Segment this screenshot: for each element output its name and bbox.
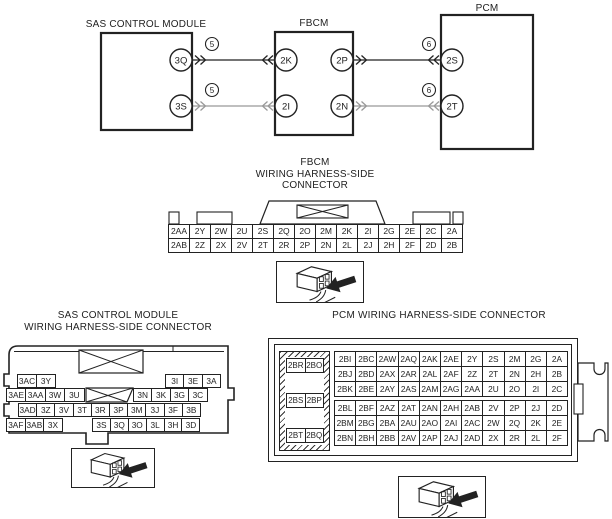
pin-cell-3w: 3W	[45, 388, 65, 402]
connector-plug-icon	[72, 449, 154, 487]
pin-cell-2f: 2F	[546, 430, 568, 446]
pin-cell-3l: 3L	[146, 418, 165, 432]
pin-cell-2o: 2O	[504, 381, 526, 397]
pin-2p-label: 2P	[336, 55, 348, 67]
pin-cell-2z: 2Z	[189, 238, 211, 253]
pin-cell-2s: 2S	[252, 224, 274, 239]
pin-cell-3m: 3M	[127, 403, 146, 417]
pin-cell-2m: 2M	[504, 351, 526, 367]
pin-cell-2bl: 2BL	[334, 400, 356, 416]
sas-connector-view-box	[71, 448, 155, 488]
pin-cell-2y: 2Y	[189, 224, 211, 239]
pin-cell-2bh: 2BH	[355, 430, 377, 446]
pin-cell-2ae: 2AE	[440, 351, 462, 367]
pin-cell-3t: 3T	[73, 403, 92, 417]
pin-2i-label: 2I	[282, 101, 290, 113]
pin-cell-2bo: 2BO	[305, 358, 325, 373]
pin-cell-3g: 3G	[170, 388, 189, 402]
pin-cell-2x: 2X	[210, 238, 232, 253]
pcm-side-row-1	[286, 358, 324, 373]
pin-cell-2a: 2A	[441, 224, 463, 239]
pin-cell-2bs: 2BS	[286, 393, 306, 408]
pin-cell-2bc: 2BC	[355, 351, 377, 367]
pin-2t-label: 2T	[446, 101, 458, 113]
pin-cell-3e: 3E	[183, 374, 202, 388]
sas-module-label: SAS CONTROL MODULE	[85, 19, 207, 30]
pin-cell-3ad: 3AD	[19, 405, 36, 415]
pin-cell-2p: 2P	[504, 400, 526, 416]
pcm-bracket-tab	[574, 384, 583, 414]
pin-cell-2o: 2O	[294, 224, 316, 239]
pin-cell-3i: 3I	[165, 374, 184, 388]
sas-connector-body	[2, 340, 238, 446]
pin-cell-3aa: 3AA	[25, 388, 45, 402]
pin-cell-2bk: 2BK	[334, 381, 356, 397]
pcm-side-panel	[279, 351, 330, 451]
pin-cell-3u: 3U	[64, 388, 84, 402]
pin-cell-2f: 2F	[399, 238, 421, 253]
pin-cell-2ay: 2AY	[376, 381, 398, 397]
sas-row2-left	[6, 388, 85, 402]
pin-cell-2aa: 2AA	[461, 381, 483, 397]
pin-cell-2bi: 2BI	[334, 351, 356, 367]
pin-cell-2ai: 2AI	[440, 415, 462, 431]
pin-cell-2az: 2AZ	[376, 400, 398, 416]
pin-2s-label: 2S	[446, 55, 458, 67]
pin-cell-3ab: 3AB	[26, 420, 43, 430]
pin-cell-2bb: 2BB	[376, 430, 398, 446]
fbcm-connector-housing	[160, 196, 472, 225]
pin-cell-2at: 2AT	[398, 400, 420, 416]
pcm-pin-grid	[334, 351, 568, 446]
pin-cell-2g: 2G	[525, 351, 547, 367]
pin-cell-2ao: 2AO	[419, 415, 441, 431]
pin-cell-2ap: 2AP	[419, 430, 441, 446]
pin-cell-2h: 2H	[378, 238, 400, 253]
fbcm-housing-tab-right	[413, 212, 450, 224]
pcm-mount-bracket	[565, 355, 612, 450]
pin-cell-2as: 2AS	[398, 381, 420, 397]
pin-cell-2ac: 2AC	[461, 415, 483, 431]
fbcm-pin-row-2	[168, 238, 463, 253]
pcm-grid-row-1	[334, 351, 568, 367]
wire-number-2: 5	[209, 86, 215, 95]
pin-cell-2e: 2E	[546, 415, 568, 431]
pcm-connector-view-box	[398, 476, 486, 518]
sas-connector-title-line2: WIRING HARNESS-SIDE CONNECTOR	[24, 321, 212, 333]
fbcm-connector-title-line1: FBCM	[300, 157, 330, 168]
sas-connector-title-line1: SAS CONTROL MODULE	[57, 310, 179, 321]
pin-cell-2x: 2X	[482, 430, 504, 446]
pin-cell-3d: 3D	[181, 418, 200, 432]
pin-cell-2ax: 2AX	[376, 366, 398, 382]
fbcm-connector-title-line2: WIRING HARNESS-SIDE	[255, 168, 375, 180]
pin-cell-3z: 3Z	[36, 403, 55, 417]
fbcm-housing-tab-left	[197, 212, 232, 224]
pin-cell-2ah: 2AH	[440, 400, 462, 416]
pin-3s-label: 3S	[175, 101, 187, 113]
fbcm-module-box	[275, 32, 353, 135]
sas-row4-left	[6, 418, 63, 432]
sas-connector-title	[10, 310, 226, 333]
pin-cell-2bt: 2BT	[286, 428, 306, 443]
pin-cell-3j: 3J	[145, 403, 164, 417]
connector-plug-icon	[399, 477, 485, 517]
fbcm-pin-row-1	[168, 224, 463, 239]
pin-cell-2ag: 2AG	[440, 381, 462, 397]
pin-cell-2b: 2B	[441, 238, 463, 253]
pin-cell-3x: 3X	[43, 418, 63, 432]
pin-cell-2n: 2N	[504, 366, 526, 382]
pin-cell-2w: 2W	[210, 224, 232, 239]
pin-cell-2an: 2AN	[419, 400, 441, 416]
pin-cell-2k: 2K	[336, 224, 358, 239]
pin-cell-2i: 2I	[357, 224, 379, 239]
sas-row1-left	[17, 374, 56, 388]
pin-2n-label: 2N	[335, 101, 349, 113]
connector-plug-icon	[277, 262, 363, 302]
pcm-grid-row-6	[334, 430, 568, 446]
pin-cell-2c: 2C	[420, 224, 442, 239]
pin-cell-2m: 2M	[315, 224, 337, 239]
pin-cell-3a: 3A	[202, 374, 221, 388]
pin-cell-2q: 2Q	[273, 224, 295, 239]
pin-cell-2j: 2J	[525, 400, 547, 416]
pin-cell-2bn: 2BN	[334, 430, 356, 446]
pin-cell-2v: 2V	[231, 238, 253, 253]
pcm-grid-row-3	[334, 381, 568, 397]
pin-cell-3f: 3F	[164, 403, 183, 417]
pin-cell-2bm: 2BM	[334, 415, 356, 431]
pin-cell-2u: 2U	[482, 381, 504, 397]
pin-cell-2am: 2AM	[419, 381, 441, 397]
pin-cell-2j: 2J	[357, 238, 379, 253]
wire-number-1: 5	[209, 40, 215, 49]
fbcm-housing-tab-far-left	[169, 212, 179, 224]
pin-cell-3af: 3AF	[6, 418, 26, 432]
pin-cell-2e: 2E	[399, 224, 421, 239]
sas-row4-right	[92, 418, 200, 432]
pin-cell-2u: 2U	[231, 224, 253, 239]
pin-cell-2i: 2I	[525, 381, 547, 397]
pin-cell-2ba: 2BA	[376, 415, 398, 431]
pin-cell-2r: 2R	[504, 430, 526, 446]
sas-row1-right	[165, 374, 221, 388]
pcm-side-panel-inner	[285, 357, 324, 445]
pin-cell-2v: 2V	[482, 400, 504, 416]
pin-cell-3o: 3O	[128, 418, 147, 432]
pin-cell-2t: 2T	[482, 366, 504, 382]
pcm-module-label: PCM	[475, 3, 499, 14]
pin-cell-2bg: 2BG	[355, 415, 377, 431]
pin-cell-2n: 2N	[315, 238, 337, 253]
pcm-module-box	[441, 15, 533, 149]
pin-cell-3r: 3R	[91, 403, 110, 417]
pin-cell-2r: 2R	[273, 238, 295, 253]
pin-cell-2aq: 2AQ	[398, 351, 420, 367]
pin-cell-2br: 2BR	[286, 358, 306, 373]
fbcm-connector-title-line3: CONNECTOR	[281, 180, 349, 191]
pin-cell-2d: 2D	[420, 238, 442, 253]
pin-cell-3y: 3Y	[36, 374, 56, 388]
pin-cell-2bj: 2BJ	[334, 366, 356, 382]
pin-cell-2l: 2L	[525, 430, 547, 446]
pin-cell-2bd: 2BD	[355, 366, 377, 382]
pin-cell-2bp: 2BP	[305, 393, 325, 408]
pin-2k-label: 2K	[280, 55, 292, 67]
pin-cell-2av: 2AV	[398, 430, 420, 446]
pcm-side-row-2	[286, 393, 324, 408]
pcm-grid-row-5	[334, 415, 568, 431]
pin-cell-3b: 3B	[182, 403, 201, 417]
pin-cell-2aj: 2AJ	[440, 430, 462, 446]
pin-cell-2bf: 2BF	[355, 400, 377, 416]
pcm-connector-title	[300, 310, 578, 322]
pcm-grid-row-4	[334, 400, 568, 416]
pin-cell-2a: 2A	[546, 351, 568, 367]
pin-cell-2b: 2B	[546, 366, 568, 382]
pin-cell-2w: 2W	[482, 415, 504, 431]
pin-cell-2ab: 2AB	[461, 400, 483, 416]
pin-cell-2ab: 2AB	[168, 238, 190, 253]
pin-cell-2t: 2T	[252, 238, 274, 253]
pin-cell-2c: 2C	[546, 381, 568, 397]
fbcm-housing-tab-far-right	[453, 212, 463, 224]
pin-cell-2ak: 2AK	[419, 351, 441, 367]
pin-cell-2bq: 2BQ	[305, 428, 325, 443]
pin-cell-2aw: 2AW	[376, 351, 398, 367]
pin-cell-2d: 2D	[546, 400, 568, 416]
wire-number-4: 6	[426, 86, 432, 95]
sas-row2-right	[133, 388, 208, 402]
fbcm-module-label: FBCM	[299, 18, 329, 29]
pin-cell-3ae: 3AE	[6, 388, 26, 402]
pin-cell-3h: 3H	[164, 418, 183, 432]
pin-3q-label: 3Q	[174, 55, 188, 67]
wire-number-3: 6	[426, 40, 432, 49]
pin-cell-3c: 3C	[188, 388, 207, 402]
pin-cell-3q: 3Q	[110, 418, 129, 432]
pcm-grid-row-2	[334, 366, 568, 382]
pcm-connector-title-line1: PCM WIRING HARNESS-SIDE CONNECTOR	[332, 310, 546, 321]
pin-cell-2g: 2G	[378, 224, 400, 239]
pin-cell-2af: 2AF	[440, 366, 462, 382]
sas-row3	[18, 403, 201, 417]
fbcm-connector-title	[165, 157, 465, 192]
pin-cell-2be: 2BE	[355, 381, 377, 397]
pin-cell-2al: 2AL	[419, 366, 441, 382]
pin-cell-2l: 2L	[336, 238, 358, 253]
pin-cell-2ad: 2AD	[461, 430, 483, 446]
top-schematic	[0, 0, 612, 156]
pin-cell-3p: 3P	[109, 403, 128, 417]
pin-cell-3s: 3S	[92, 418, 111, 432]
fbcm-connector-view-box	[276, 261, 364, 303]
pin-cell-2q: 2Q	[504, 415, 526, 431]
pin-cell-2au: 2AU	[398, 415, 420, 431]
pin-cell-2z: 2Z	[461, 366, 483, 382]
pin-cell-2y: 2Y	[461, 351, 483, 367]
pin-cell-2p: 2P	[294, 238, 316, 253]
pin-cell-3k: 3K	[151, 388, 170, 402]
pin-cell-3v: 3V	[54, 403, 73, 417]
pin-cell-2k: 2K	[525, 415, 547, 431]
pin-cell-2s: 2S	[482, 351, 504, 367]
pcm-side-row-3	[286, 428, 324, 443]
pin-cell-2ar: 2AR	[398, 366, 420, 382]
pin-cell-3ac: 3AC	[18, 376, 36, 386]
pin-cell-3n: 3N	[133, 388, 152, 402]
pin-cell-2h: 2H	[525, 366, 547, 382]
pin-cell-2aa: 2AA	[168, 224, 190, 239]
